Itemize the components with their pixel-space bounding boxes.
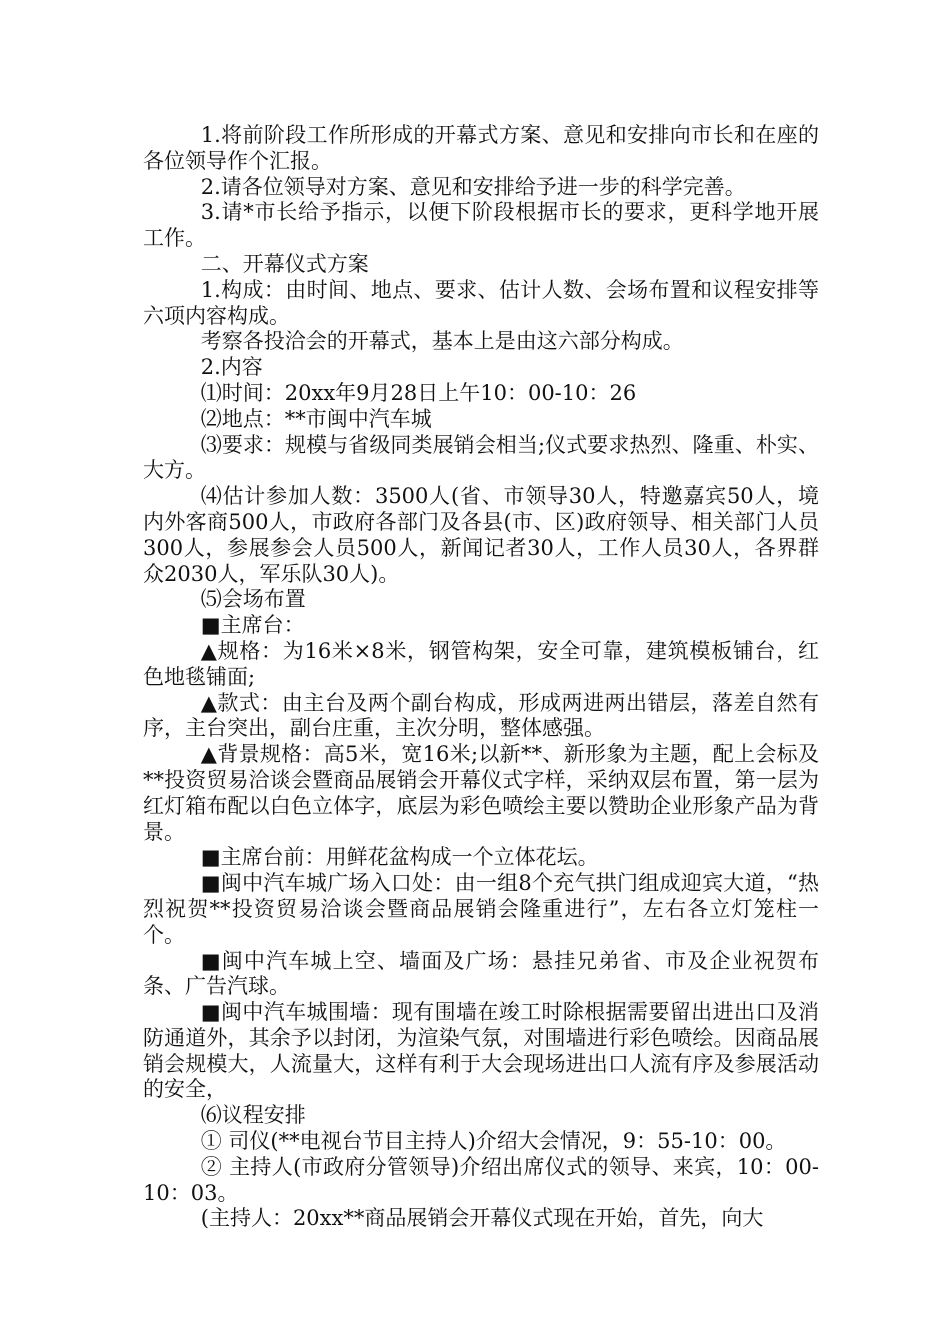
bullet-sky-walls-plaza: ■闽中汽车城上空、墙面及广场：悬挂兄弟省、市及企业祝贺布条、广告汽球。 xyxy=(143,948,819,999)
paragraph-request-improvement: 2.请各位领导对方案、意见和安排给予进一步的科学完善。 xyxy=(200,174,746,199)
bullet-rostrum-style: ▲款式：由主台及两个副台构成，形成两进两出错层，落差自然有序，主台突出，副台庄重，主次分明，整体感强。 xyxy=(143,690,819,741)
item-requirements: ⑶要求：规模与省级同类展销会相当;仪式要求热烈、隆重、朴实、大方。 xyxy=(143,432,819,483)
bullet-rostrum-spec: ▲规格：为16米×8米，钢管构架，安全可靠，建筑模板铺台，红色地毯铺面; xyxy=(143,638,819,689)
paragraph-composition-note: 考察各投洽会的开幕式，基本上是由这六部分构成。 xyxy=(200,329,684,354)
subheading-content: 2.内容 xyxy=(200,355,263,380)
bullet-plaza-entrance: ■闽中汽车城广场入口处：由一组8个充气拱门组成迎宾大道，“热烈祝贺**投资贸易洽谈会暨商品展销会隆重进行”，左右各立灯笼柱一个。 xyxy=(143,871,819,947)
bullet-enclosure-wall: ■闽中汽车城围墙：现有围墙在竣工时除根据需要留出进出口及消防通道外，其余予以封闭，为渲染气氛，对围墙进行彩色喷绘。因商品展销会规模大，人流量大，这样有利于大会现场进出口人流有序及参展活动的安全， xyxy=(143,1000,819,1102)
item-location: ⑵地点：**市闽中汽车城 xyxy=(200,406,432,431)
item-time: ⑴时间：20xx年9月28日上午10：00-10：26 xyxy=(200,380,637,405)
paragraph-report-plan: 1.将前阶段工作所形成的开幕式方案、意见和安排向市长和在座的各位领导作个汇报。 xyxy=(143,123,819,173)
item-attendance: ⑷估计参加人数：3500人(省、市领导30人，特邀嘉宾50人，境内外客商500人，市政府各部门及各县(市、区)政府领导、相关部门人员300人，参展参会人员500人，新闻记者30人，工作人员30人，各界群众2030人，军乐队30人)。 xyxy=(143,484,819,586)
paragraph-request-instruction: 3.请*市长给予指示，以便下阶段根据市长的要求，更科学地开展工作。 xyxy=(143,200,819,251)
bullet-rostrum: ■主席台： xyxy=(200,613,305,638)
section-heading-opening-ceremony: 二、开幕仪式方案 xyxy=(200,251,369,276)
paragraph-composition: 1.构成：由时间、地点、要求、估计人数、会场布置和议程安排等六项内容构成。 xyxy=(143,277,819,328)
item-agenda: ⑹议程安排 xyxy=(200,1103,306,1128)
document-body xyxy=(143,123,819,1232)
bullet-backdrop-spec: ▲背景规格：高5米，宽16米;以新**、新形象为主题，配上会标及**投资贸易洽谈会暨商品展销会开幕仪式字样，采纳双层布置，第一层为红灯箱布配以白色立体字，底层为彩色喷绘主要以赞助企业形象产品为背景。 xyxy=(143,742,819,844)
agenda-step-1: ① 司仪(**电视台节目主持人)介绍大会情况，9：55-10：00。 xyxy=(200,1129,787,1154)
agenda-host-remark: (主持人：20xx**商品展销会开幕仪式现在开始，首先，向大 xyxy=(200,1206,764,1231)
bullet-front-of-rostrum: ■主席台前：用鲜花盆构成一个立体花坛。 xyxy=(200,845,599,870)
agenda-step-2: ② 主持人(市政府分管领导)介绍出席仪式的领导、来宾，10：00-10：03。 xyxy=(143,1154,819,1205)
item-venue-layout: ⑸会场布置 xyxy=(200,587,306,612)
